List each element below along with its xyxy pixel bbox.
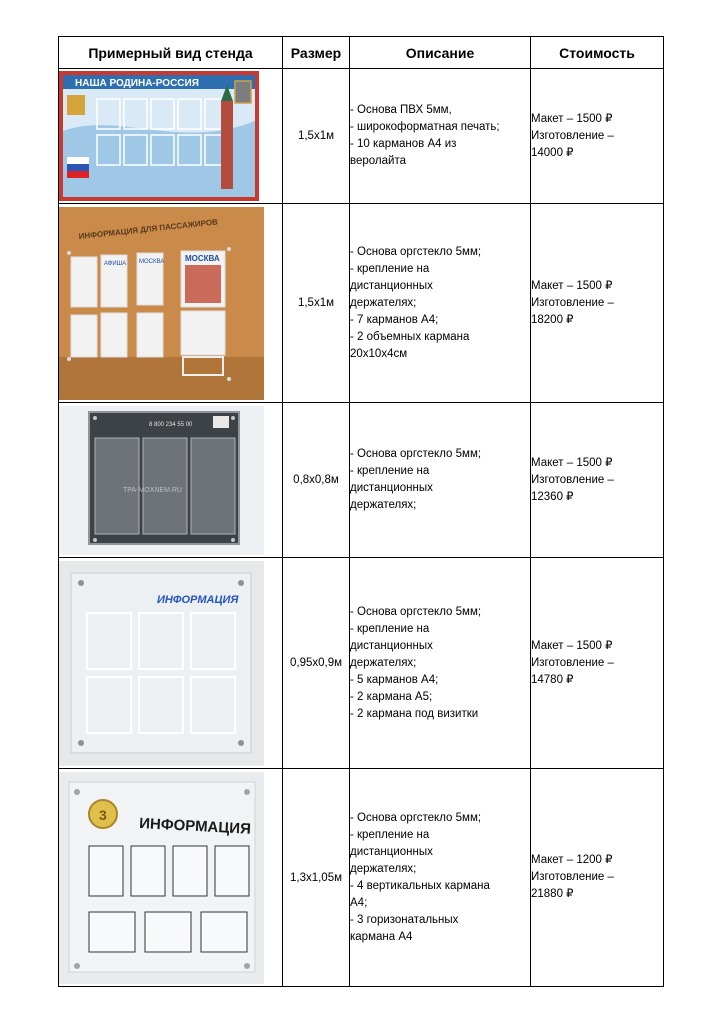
cost-line: Изготовление – bbox=[531, 129, 614, 142]
description-line: - Основа оргстекло 5мм; bbox=[350, 605, 482, 618]
description-line: дистанционных bbox=[350, 279, 433, 292]
stand-image-cell bbox=[59, 769, 283, 987]
size-cell: 0,95х0,9м bbox=[283, 558, 350, 769]
size-cell: 0,8х0,8м bbox=[283, 403, 350, 558]
description-cell bbox=[350, 558, 531, 769]
description-line: дистанционных bbox=[350, 482, 433, 494]
svg-text:3: 3 bbox=[99, 806, 107, 823]
cost-line: Изготовление – bbox=[531, 871, 614, 883]
cost-line: Изготовление – bbox=[531, 296, 614, 309]
stand-image-acrylic-small bbox=[59, 406, 264, 555]
image-title: НАША РОДИНА-РОССИЯ bbox=[75, 78, 199, 89]
description-line: держателях; bbox=[350, 656, 417, 669]
cost-line: 21880 ₽ bbox=[531, 888, 574, 900]
description-line: А4; bbox=[350, 896, 368, 909]
description-line: - широкоформатная печать; bbox=[350, 121, 500, 133]
description-cell bbox=[350, 403, 531, 558]
description-line: кармана А4 bbox=[350, 930, 413, 943]
description-line: - Основа оргстекло 5мм; bbox=[350, 245, 482, 258]
description-line: дистанционных bbox=[350, 845, 433, 858]
cost-line: 14780 ₽ bbox=[531, 673, 574, 686]
description-line: - 10 карманов А4 из bbox=[350, 138, 457, 150]
description-line: - 2 кармана под визитки bbox=[350, 707, 479, 720]
description-cell bbox=[350, 769, 531, 987]
header-cost: Стоимость bbox=[531, 37, 664, 69]
size-cell: 1,5х1м bbox=[283, 204, 350, 403]
stand-image-cell bbox=[59, 558, 283, 769]
stand-image-passengers bbox=[59, 207, 264, 400]
description-line: - 2 объемных кармана bbox=[350, 330, 470, 343]
table-row bbox=[59, 69, 664, 204]
image-title: ИНФОРМАЦИЯ bbox=[157, 593, 239, 606]
description-line: - крепление на bbox=[350, 622, 430, 635]
description-line: - Основа оргстекло 5мм; bbox=[350, 811, 482, 824]
table-row bbox=[59, 204, 664, 403]
size-cell: 1,5х1м bbox=[283, 69, 350, 204]
description-line: - 3 горизонатальных bbox=[350, 913, 459, 926]
image-watermark: TPA-MOXNEM.RU bbox=[123, 486, 182, 494]
cost-line: Макет – 1500 ₽ bbox=[531, 279, 613, 292]
cost-cell bbox=[531, 204, 664, 403]
cost-cell bbox=[531, 403, 664, 558]
description-line: - Основа оргстекло 5мм; bbox=[350, 448, 482, 460]
table-header-row bbox=[59, 37, 664, 69]
image-sheet-label: АФИША bbox=[104, 260, 127, 267]
table-row bbox=[59, 558, 664, 769]
image-sheet-label: МОСКВА bbox=[139, 258, 165, 265]
description-line: - крепление на bbox=[350, 465, 430, 477]
size-cell: 1,3х1,05м bbox=[283, 769, 350, 987]
description-line: - крепление на bbox=[350, 828, 430, 841]
description-cell bbox=[350, 69, 531, 204]
price-table bbox=[58, 36, 664, 987]
description-line: дистанционных bbox=[350, 639, 433, 652]
table-row bbox=[59, 403, 664, 558]
description-line: веролайта bbox=[350, 155, 406, 167]
cost-line: Макет – 1500 ₽ bbox=[531, 639, 613, 652]
description-line: держателях; bbox=[350, 296, 417, 309]
stand-image-cell bbox=[59, 69, 283, 204]
stand-image-info-clear bbox=[59, 561, 264, 766]
description-line: держателях; bbox=[350, 499, 417, 511]
image-sheet-label: МОСКВА bbox=[185, 253, 220, 263]
description-cell bbox=[350, 204, 531, 403]
description-line: - крепление на bbox=[350, 262, 430, 275]
image-title: ИНФОРМАЦИЯ ДЛЯ ПАССАЖИРОВ bbox=[78, 216, 219, 241]
header-description: Описание bbox=[350, 37, 531, 69]
description-line: - 5 карманов А4; bbox=[350, 673, 439, 686]
stand-image-russia bbox=[59, 71, 259, 201]
cost-line: 12360 ₽ bbox=[531, 490, 574, 503]
image-title: ИНФОРМАЦИЯ bbox=[138, 814, 252, 838]
description-line: держателях; bbox=[350, 862, 417, 875]
cost-line: 14000 ₽ bbox=[531, 146, 574, 159]
cost-line: Изготовление – bbox=[531, 656, 614, 669]
description-line: - 7 карманов А4; bbox=[350, 313, 439, 326]
stand-image-cell bbox=[59, 204, 283, 403]
description-line: 20х10х4см bbox=[350, 347, 408, 360]
image-phone: 8 800 234 55 00 bbox=[149, 421, 193, 428]
description-line: - 2 кармана А5; bbox=[350, 690, 433, 703]
cost-cell bbox=[531, 69, 664, 204]
stand-image-info-logo bbox=[59, 772, 264, 984]
cost-cell bbox=[531, 558, 664, 769]
cost-line: Макет – 1500 ₽ bbox=[531, 456, 613, 469]
cost-line: Макет – 1500 ₽ bbox=[531, 112, 613, 125]
cost-line: Макет – 1200 ₽ bbox=[531, 854, 613, 866]
table-row bbox=[59, 769, 664, 987]
cost-cell bbox=[531, 769, 664, 987]
header-view: Примерный вид стенда bbox=[59, 37, 283, 69]
cost-line: 18200 ₽ bbox=[531, 313, 574, 326]
stand-image-cell bbox=[59, 403, 283, 558]
description-line: - Основа ПВХ 5мм, bbox=[350, 104, 452, 116]
header-size: Размер bbox=[283, 37, 350, 69]
cost-line: Изготовление – bbox=[531, 473, 614, 486]
description-line: - 4 вертикальных кармана bbox=[350, 879, 490, 892]
